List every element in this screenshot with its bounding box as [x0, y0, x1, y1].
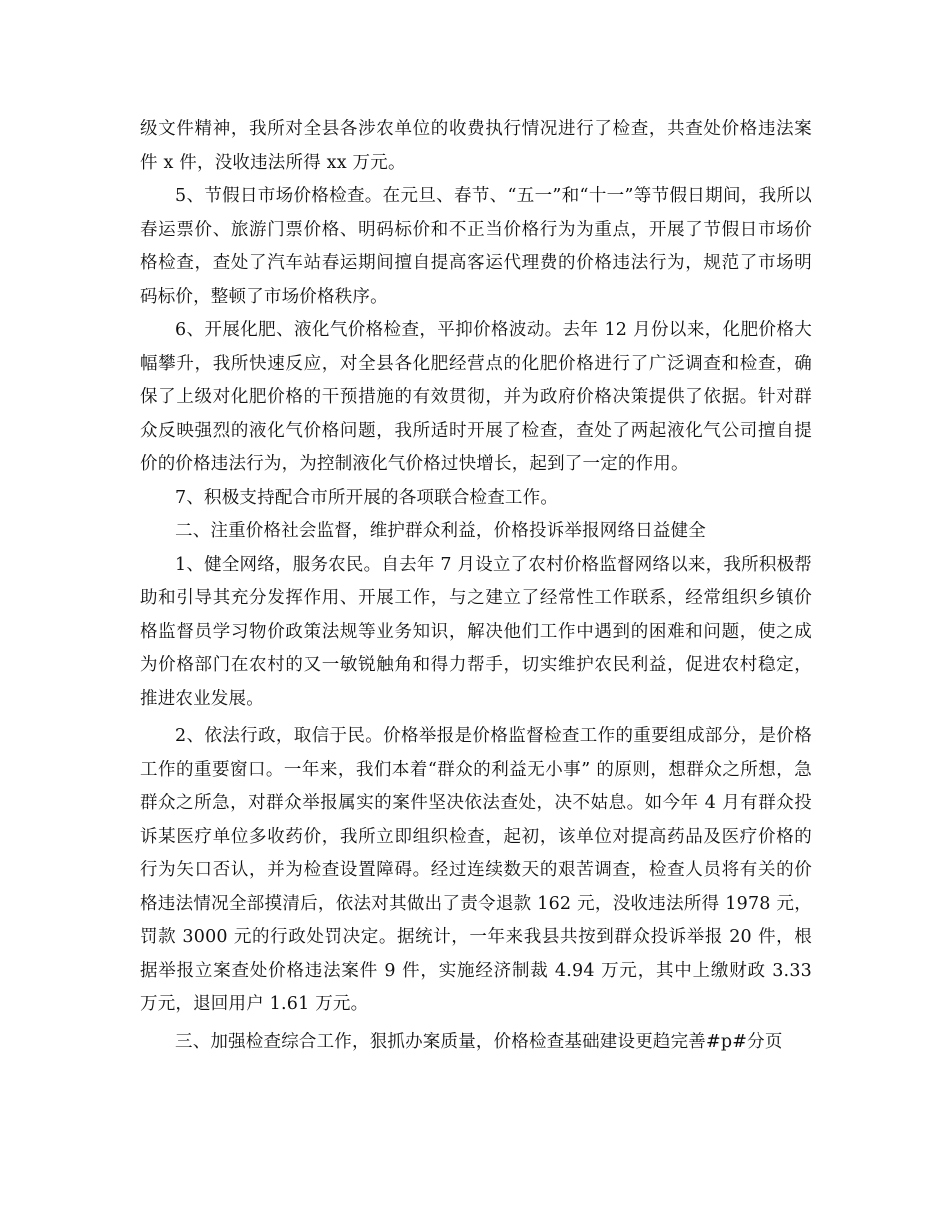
paragraph-item-6: 6、开展化肥、液化气价格检查，平抑价格波动。去年 12 月份以来，化肥价格大幅攀升，我所快速反应，对全县各化肥经营点的化肥价格进行了广泛调查和检查，确保了上级对化肥价格的干预措施的有效贯彻，并为政府价格决策提供了依据。针对群众反映强烈的液化气价格问题，我所适时开展了检查，查处了两起液化气公司擅自提价的价格违法行为，为控制液化气价格过快增长，起到了一定的作用。	[140, 320, 812, 474]
paragraph-continuation: 级文件精神，我所对全县各涉农单位的收费执行情况进行了检查，共查处价格违法案件 x 件，没收违法所得 xx 万元。	[140, 119, 812, 173]
section-heading-2: 二、注重价格社会监督，维护群众利益，价格投诉举报网络日益健全	[175, 521, 706, 541]
section-heading-3: 三、加强检查综合工作，狠抓办案质量，价格检查基础建设更趋完善#p#分页	[175, 1031, 783, 1052]
paragraph-item-2: 2、依法行政，取信于民。价格举报是价格监督检查工作的重要组成部分，是价格工作的重要窗口。一年来，我们本着“群众的利益无小事” 的原则，想群众之所想，急群众之所急，对群众举报属实的案件坚决依法查处，决不姑息。如今年 4 月有群众投诉某医疗单位多收药价，我所立即组织检查，起初，该单位对提高药品及医疗价格的行为矢口否认，并为检查设置障碍。经过连续数天的艰苦调查，检查人员将有关的价格违法情况全部摸清后，依法对其做出了责令退款 162 元，没收违法所得 1978 元，罚款 3000 元的行政处罚决定。据统计，一年来我县共按到群众投诉举报 20 件，根据举报立案查处价格违法案件 9 件，实施经济制裁 4.94 万元，其中上缴财政 3.33 万元，退回用户 1.61 万元。	[140, 726, 812, 1014]
paragraph-item-5: 5、节假日市场价格检查。在元旦、春节、“五一”和“十一”等节假日期间，我所以春运票价、旅游门票价格、明码标价和不正当价格行为为重点，开展了节假日市场价格检查，查处了汽车站春运期间擅自提高客运代理费的价格违法行为，规范了市场明码标价，整顿了市场价格秩序。	[140, 186, 812, 307]
paragraph-item-1: 1、健全网络，服务农民。自去年 7 月设立了农村价格监督网络以来，我所积极帮助和引导其充分发挥作用、开展工作，与之建立了经常性工作联系，经常组织乡镇价格监督员学习物价政策法规等业务知识，解决他们工作中遇到的困难和问题，使之成为价格部门在农村的又一敏锐触角和得力帮手，切实维护农民利益，促进农村稳定，推进农业发展。	[140, 554, 812, 709]
document-body	[140, 113, 812, 1059]
paragraph-item-7: 7、积极支持配合市所开展的各项联合检查工作。	[175, 487, 559, 508]
